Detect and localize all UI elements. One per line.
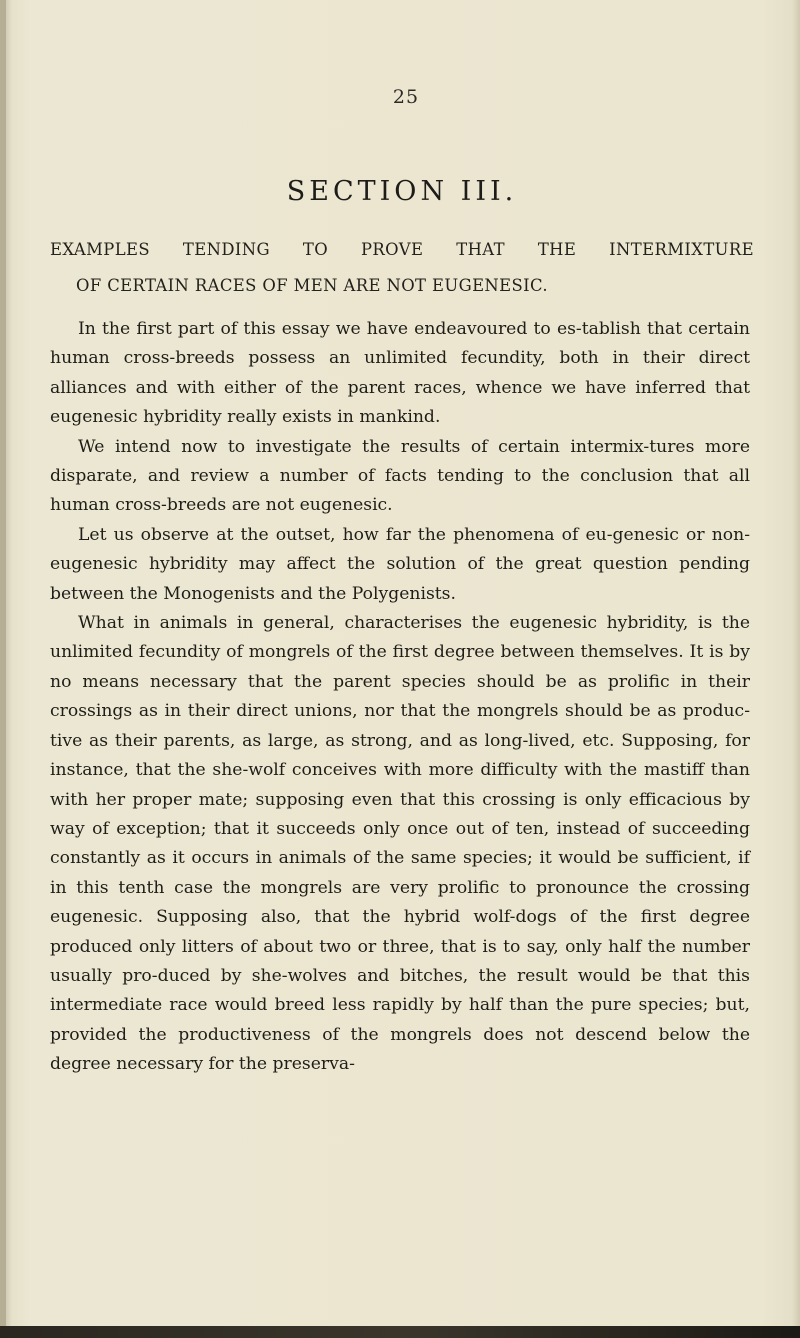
paragraph: We intend now to investigate the results of certain intermix-tures more disparate, and review a number of facts tending to the conclusion that all human cross-breeds are not eugenesic. — [50, 436, 750, 516]
subtitle-line-2: OF CERTAIN RACES OF MEN ARE NOT EUGENESIC. — [76, 276, 549, 295]
paragraph: In the first part of this essay we have endeavoured to es-tablish that certain human cross-breeds possess an unlimited fecundity, both in their direct alliances and with either of the parent races, whence we have inferred that eugenesic hybridity really exists in mankind. — [50, 319, 750, 428]
body-text — [50, 315, 750, 1080]
paragraph: Let us observe at the outset, how far the phenomena of eu-genesic or non-eugenesic hybridity may affect the solution of the great question pending between the Monogenists and the Polygenists. — [50, 524, 750, 604]
section-subtitle — [50, 232, 754, 304]
paragraph: What in animals in general, characterises the eugenesic hybridity, is the unlimited fecundity of mongrels of the first degree between themselves. It is by no means necessary that the parent species should be as prolific in their crossings as in their direct unions, nor that the mongrels should be as produc-tive as their parents, as large, as strong, and as long-lived, etc. Supposing, for instance, that the she-wolf conceives with more difficulty with the mastiff than with her proper mate; supposing even that this crossing is only efficacious by way of exception; that it succeeds only once out of ten, instead of succeeding constantly as it occurs in animals of the same species; it would be sufficient, if in this tenth case the mongrels are very prolific to pronounce the crossing eugenesic. Supposing also, that the hybrid wolf-dogs of the first degree produced only litters of about two or three, that is to say, only half the number usually pro-duced by she-wolves and bitches, the result would be that this intermediate race would breed less rapidly by half than the pure species; but, provided the productiveness of the mongrels does not descend below the degree necessary for the preserva- — [50, 613, 750, 1075]
bottom-edge-rule — [0, 1326, 800, 1338]
page-number: 25 — [392, 86, 420, 108]
section-title: SECTION III. — [286, 176, 518, 207]
subtitle-line-1: EXAMPLES TENDING TO PROVE THAT THE INTERMIXTURE — [50, 240, 754, 259]
